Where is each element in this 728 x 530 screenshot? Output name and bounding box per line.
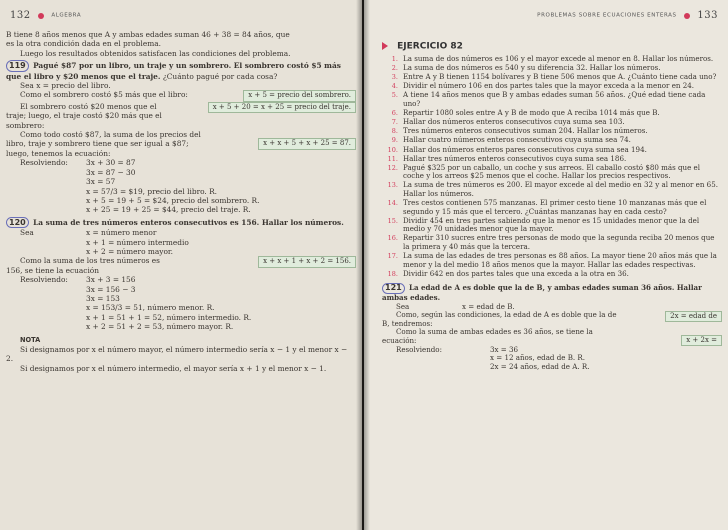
p121-step-2-text: Como la suma de ambas edades es 36 años, se tiene la ecuación: [382, 327, 593, 345]
p121-sea: Sea [396, 301, 410, 311]
left-body [6, 30, 356, 373]
problem-119-statement: Pagué $87 por un libro, un traje y un sombrero. El sombrero costó $5 más que el libro y $20 menos que el traje. [6, 61, 341, 81]
item-number: 3. [391, 73, 398, 82]
left-header [10, 10, 81, 21]
p121-resolviendo: Resolviendo: [396, 344, 442, 354]
p119-step-2-box: x + 5 + 20 = x + 25 = precio del traje. [208, 102, 356, 113]
item-number: 15. [387, 216, 398, 225]
exercise-item [382, 217, 722, 234]
p121-step-1-box: 2x = edad de [665, 311, 722, 322]
item-text: Hallar dos números enteros consecutivos cuya suma sea 103. [403, 117, 625, 127]
p121-eq-1: 3x = 36 [490, 344, 518, 354]
item-text: Tres números enteros consecutivos suman 204. Hallar los números. [403, 126, 648, 136]
page-number-right: 133 [697, 10, 718, 21]
item-number: 8. [391, 127, 398, 136]
item-number: 2. [391, 64, 398, 73]
p119-step-3 [6, 130, 356, 158]
p120-def-list [86, 228, 189, 256]
item-text: La suma de dos números es 540 y su diferencia 32. Hallar los números. [403, 63, 661, 73]
p121-def-text: x = edad de B. [462, 301, 515, 311]
item-number: 10. [387, 145, 398, 154]
right-header-title: PROBLEMAS SOBRE ECUACIONES ENTERAS [537, 12, 677, 19]
intro-line-3: Luego los resultados obtenidos satisfacen las condiciones del problema. [20, 48, 291, 58]
problem-121 [382, 283, 722, 302]
p120-eq-4: x = 153/3 = 51, número menor. R. [86, 303, 215, 313]
p120-def-3: x + 2 = número mayor. [86, 246, 173, 256]
item-number: 16. [387, 234, 398, 243]
item-number: 11. [387, 154, 398, 163]
bullet-dot-icon [684, 13, 690, 19]
arrow-right-icon [382, 42, 388, 50]
exercise-title [382, 42, 722, 51]
item-text: A tiene 14 años menos que B y ambas edades suman 56 años. ¿Qué edad tiene cada uno? [403, 90, 706, 109]
item-text: Hallar tres números enteros consecutivos cuya suma sea 186. [403, 153, 627, 163]
left-page [0, 0, 362, 530]
p121-solution [382, 346, 722, 372]
page-number-left: 132 [10, 10, 31, 21]
p121-eq-3: 2x = 24 años, edad de A. R. [490, 361, 590, 371]
problem-120 [6, 217, 356, 228]
right-page [364, 0, 728, 530]
left-header-title: ALGEBRA [51, 12, 82, 19]
nota-title: NOTA [20, 335, 41, 344]
item-number: 7. [391, 118, 398, 127]
item-text: Hallar dos números enteros pares consecutivos cuya suma sea 194. [403, 144, 647, 154]
p120-eq-3: 3x = 153 [86, 293, 120, 303]
p120-sea: Sea [20, 228, 34, 238]
exercise-item [382, 136, 722, 145]
p119-step-2 [6, 102, 356, 130]
item-number: 13. [387, 181, 398, 190]
exercise-item [382, 234, 722, 251]
intro-line-1: B tiene 8 años menos que A y ambas edades suman 46 + 38 = 84 años, que [6, 30, 290, 39]
p119-eq-3: 3x = 57 [86, 177, 116, 187]
p121-step-1-text: Como, según las condiciones, la edad de A es doble que la de B, tendremos: [382, 310, 617, 328]
book-gutter [356, 0, 370, 530]
nota-line-2: Si designamos por x el número intermedio, el mayor sería x + 1 y el menor x − 1. [20, 363, 327, 373]
exercise-item [382, 164, 722, 181]
item-number: 18. [387, 269, 398, 278]
exercise-item [382, 181, 722, 198]
problem-number-119: 119 [6, 60, 29, 71]
p119-eq-5: x + 5 = 19 + 5 = $24, precio del sombrero. R. [86, 195, 260, 205]
p120-eq-6: x + 2 = 51 + 2 = 53, número mayor. R. [86, 322, 234, 332]
p120-resolviendo: Resolviendo: [20, 275, 68, 285]
item-number: 6. [391, 109, 398, 118]
exercise-item [382, 199, 722, 216]
p120-equations [86, 275, 251, 331]
item-text: Tres cestos contienen 575 manzanas. El primer cesto tiene 10 manzanas más que el segundo y 15 más que el tercero. ¿Cuántas manzanas hay en cada cesto? [403, 198, 707, 216]
p119-step-3-text: Como todo costó $87, la suma de los precios del libro, traje y sombrero tiene que ser igual a $87; luego, tenemos la ecuación: [6, 130, 201, 158]
p119-step-1-box: x + 5 = precio del sombrero. [243, 90, 356, 101]
problem-119 [6, 60, 356, 81]
p121-step-2 [382, 328, 722, 345]
p120-eq-1: 3x + 3 = 156 [86, 275, 136, 285]
right-body [382, 40, 722, 371]
p119-resolviendo: Resolviendo: [20, 158, 68, 168]
item-number: 9. [391, 136, 398, 145]
p119-eq-2: 3x = 87 − 30 [86, 167, 136, 177]
problem-119-question: ¿Cuánto pagué por cada cosa? [162, 71, 278, 81]
p119-step-1 [6, 90, 356, 101]
p121-step-1 [382, 311, 722, 328]
item-text: Pagué $325 por un caballo, un coche y sus arreos. El caballo costó $80 más que el coche y los arreos $25 menos que el coche. Hallar los precios respectivos. [403, 162, 700, 181]
p121-equations [490, 346, 589, 372]
item-text: Repartir 1080 soles entre A y B de modo que A reciba 1014 más que B. [403, 108, 660, 118]
exercise-list [382, 55, 722, 278]
item-number: 17. [387, 252, 398, 261]
problem-number-121: 121 [382, 283, 405, 294]
item-text: Dividir el número 106 en dos partes tales que la mayor exceda a la menor en 24. [403, 81, 694, 91]
p120-step-1-box: x + x + 1 + x + 2 = 156. [258, 256, 356, 267]
p119-solution [6, 158, 356, 214]
p119-step-1-text: Como el sombrero costó $5 más que el libro: [20, 90, 188, 100]
p121-step-2-box: x + 2x = [681, 335, 722, 346]
item-text: Repartir 310 sucres entre tres personas de modo que la segunda reciba 20 menos que la primera y 40 más que la tercera. [403, 233, 715, 252]
item-number: 1. [391, 55, 398, 64]
item-number: 12. [387, 163, 398, 172]
exercise-item [382, 252, 722, 269]
item-text: La suma de tres números es 200. El mayor excede al del medio en 32 y al menor en 65. Hallar los números. [403, 180, 718, 198]
p120-def-1: x = número menor [86, 228, 157, 238]
exercise-item [382, 91, 722, 108]
p120-def-2: x + 1 = número intermedio [86, 237, 189, 247]
p120-eq-5: x + 1 = 51 + 1 = 52, número intermedio. R. [86, 312, 252, 322]
p119-step-2-text: El sombrero costó $20 menos que el traje; luego, el traje costó $20 más que el sombrero: [6, 101, 162, 130]
item-text: Dividir 642 en dos partes tales que una exceda a la otra en 36. [403, 268, 629, 278]
bullet-dot-icon [38, 13, 44, 19]
problem-number-120: 120 [6, 217, 29, 228]
item-number: 5. [391, 91, 398, 100]
nota-line-1: Si designamos por x el número mayor, el número intermedio sería x − 1 y el menor x − 2. [6, 345, 348, 364]
item-text: Dividir 454 en tres partes sabiendo que la menor es 15 unidades menor que la del medio y 70 unidades menor que la mayor. [403, 215, 700, 234]
item-text: La suma de dos números es 106 y el mayor excede al menor en 8. Hallar los números. [403, 54, 714, 64]
exercise-item [382, 146, 722, 155]
p119-eq-1: 3x + 30 = 87 [86, 158, 136, 168]
p120-solution [6, 275, 356, 331]
p119-sea: Sea x = precio del libro. [20, 81, 111, 91]
p120-step-1 [6, 256, 356, 275]
p119-eq-4: x = 57/3 = $19, precio del libro. R. [86, 186, 218, 196]
p120-eq-2: 3x = 156 − 3 [86, 284, 136, 294]
item-text: Hallar cuatro números enteros consecutivos cuya suma sea 74. [403, 135, 631, 145]
intro-line-2: es la otra condición dada en el problema. [6, 39, 161, 49]
exercise-item [382, 270, 722, 279]
p120-step-1-text: Como la suma de los tres números es 156, se tiene la ecuación [6, 256, 160, 275]
p120-defs [6, 228, 356, 256]
p119-eq-6: x + 25 = 19 + 25 = $44, precio del traje. R. [86, 205, 251, 215]
item-number: 14. [387, 199, 398, 208]
p119-step-3-box: x + x + 5 + x + 25 = 87. [258, 138, 356, 149]
exercise-title-text: EJERCICIO 82 [397, 41, 463, 52]
item-number: 4. [391, 82, 398, 91]
problem-120-statement: La suma de tres números enteros consecutivos es 156. Hallar los números. [33, 217, 344, 227]
exercise-item [382, 155, 722, 164]
right-header [537, 10, 718, 21]
item-text: La suma de las edades de tres personas es 88 años. La mayor tiene 20 años más que la menor y la del medio 18 años menos que la mayor. Hallar las edades respectivas. [403, 251, 717, 269]
p119-equations [86, 158, 259, 214]
problem-121-statement: La edad de A es doble que la de B, y ambas edades suman 36 años. Hallar ambas edades. [382, 283, 702, 303]
p121-eq-2: x = 12 años, edad de B. R. [490, 353, 586, 363]
item-text: Entre A y B tienen 1154 bolívares y B tiene 506 menos que A. ¿Cuánto tiene cada uno? [403, 72, 717, 82]
